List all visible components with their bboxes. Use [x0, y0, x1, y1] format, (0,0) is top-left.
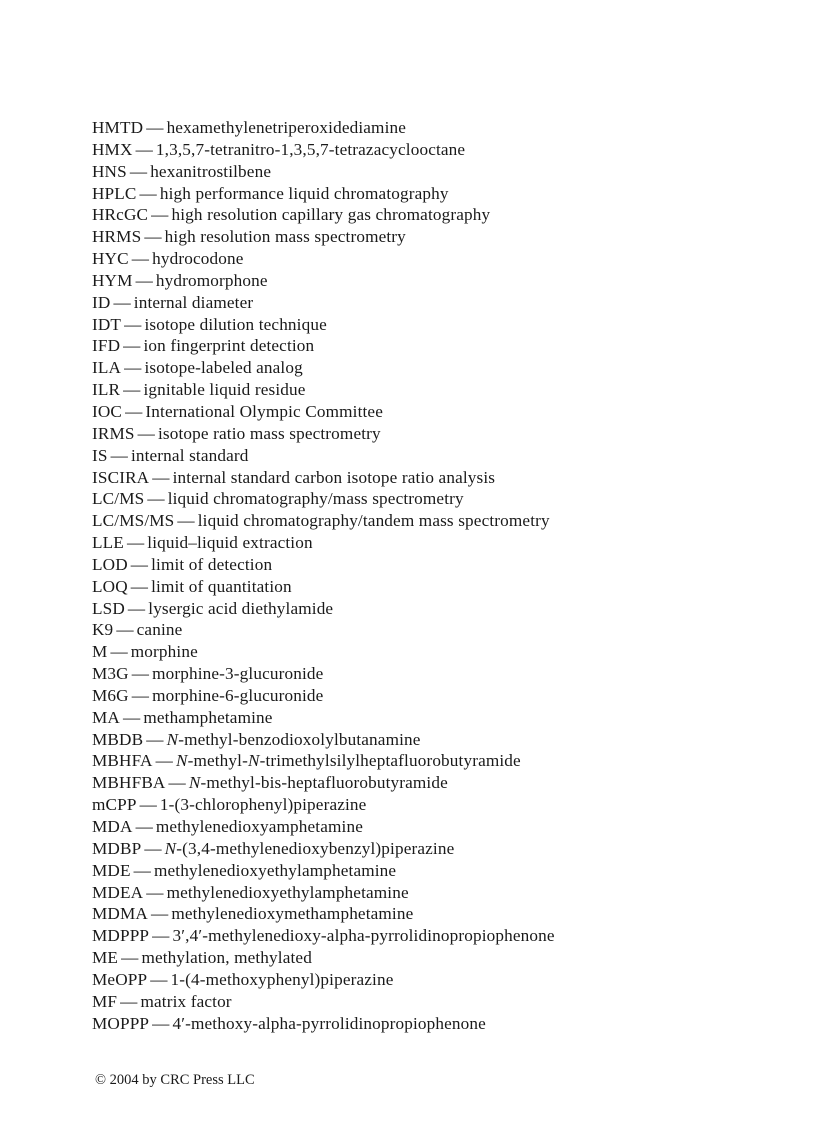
abbreviation-term: ISCIRA	[92, 467, 150, 487]
abbreviation-definition	[144, 358, 302, 377]
abbreviation-definition	[148, 599, 333, 618]
em-dash-separator: —	[147, 489, 165, 509]
abbreviation-definition	[167, 118, 406, 137]
abbreviation-definition	[171, 904, 413, 923]
abbreviation-term: MBDB	[92, 729, 144, 749]
definition-text: internal standard	[130, 445, 249, 465]
em-dash-separator: —	[146, 729, 164, 749]
abbreviation-term: MDMA	[92, 904, 148, 924]
abbreviation-entry	[92, 248, 555, 270]
definition-text: morphine-6-glucuronide	[152, 685, 324, 705]
abbreviation-entry	[92, 663, 555, 685]
em-dash-separator: —	[144, 838, 162, 858]
em-dash-separator: —	[110, 642, 128, 662]
abbreviation-definition	[160, 184, 449, 203]
abbreviation-definition	[165, 839, 455, 858]
em-dash-separator: —	[144, 227, 162, 247]
em-dash-separator: —	[139, 795, 157, 815]
abbreviation-term: ID	[92, 292, 111, 312]
definition-text: ion fingerprint detection	[143, 336, 315, 356]
abbreviation-term: M6G	[92, 685, 129, 705]
definition-text: 1,3,5,7-tetranitro-1,3,5,7-tetrazacyclooctane	[155, 139, 466, 159]
em-dash-separator: —	[150, 969, 168, 989]
definition-text: morphine	[130, 642, 198, 662]
abbreviation-entry	[92, 139, 555, 161]
abbreviation-definition	[141, 992, 232, 1011]
definition-text: 3′,4′-methylenedioxy-alpha-pyrrolidinopropiophenone	[172, 926, 555, 946]
definition-text: methylenedioxyethylamphetamine	[154, 860, 397, 880]
em-dash-separator: —	[155, 751, 173, 771]
abbreviation-entry	[92, 467, 555, 489]
abbreviation-definition	[168, 489, 464, 508]
abbreviation-definition	[173, 468, 496, 487]
abbreviation-entry	[92, 117, 555, 139]
italic-prefix: N	[164, 838, 177, 858]
definition-text: high performance liquid chromatography	[159, 183, 449, 203]
abbreviation-entry	[92, 794, 555, 816]
definition-text: methylenedioxyamphetamine	[155, 817, 363, 836]
em-dash-separator: —	[120, 991, 138, 1011]
em-dash-separator: —	[135, 270, 153, 290]
abbreviation-entry	[92, 838, 555, 860]
em-dash-separator: —	[123, 336, 141, 356]
abbreviation-term: mCPP	[92, 795, 137, 815]
abbreviation-term: LC/MS	[92, 489, 145, 509]
abbreviation-entry	[92, 314, 555, 336]
em-dash-separator: —	[124, 358, 142, 378]
definition-text: -methyl-bis-heptafluorobutyramide	[200, 773, 448, 793]
abbreviation-term: K9	[92, 620, 114, 640]
em-dash-separator: —	[137, 423, 155, 443]
em-dash-separator: —	[124, 314, 142, 334]
abbreviation-term: MDEA	[92, 882, 144, 902]
abbreviation-entry	[92, 619, 555, 641]
abbreviation-entry	[92, 882, 555, 904]
em-dash-separator: —	[139, 183, 157, 203]
abbreviation-entry	[92, 554, 555, 576]
abbreviation-definition	[144, 315, 326, 334]
abbreviation-definition	[176, 751, 521, 770]
abbreviation-entry	[92, 729, 555, 751]
abbreviation-definition	[172, 926, 554, 945]
definition-text: -trimethylsilylheptafluorobutyramide	[259, 751, 521, 771]
abbreviation-list	[92, 117, 555, 1034]
abbreviation-definition	[156, 140, 465, 159]
abbreviation-definition	[141, 948, 312, 967]
abbreviation-term: HMX	[92, 139, 133, 159]
definition-text: morphine-3-glucuronide	[152, 664, 324, 684]
em-dash-separator: —	[168, 773, 186, 793]
abbreviation-definition	[160, 795, 367, 814]
em-dash-separator: —	[131, 664, 150, 684]
abbreviation-term: MDA	[92, 817, 133, 836]
definition-text: hexamethylenetriperoxidediamine	[166, 118, 407, 137]
em-dash-separator: —	[152, 467, 170, 487]
abbreviation-term: LSD	[92, 598, 125, 618]
abbreviation-definition	[147, 533, 312, 552]
abbreviation-definition	[165, 227, 406, 246]
abbreviation-term: MF	[92, 991, 118, 1011]
abbreviation-entry	[92, 488, 555, 510]
abbreviation-entry	[92, 532, 555, 554]
abbreviation-term: MDBP	[92, 838, 142, 858]
em-dash-separator: —	[123, 707, 141, 727]
abbreviation-definition	[152, 664, 323, 683]
abbreviation-term: HPLC	[92, 183, 137, 203]
abbreviation-entry	[92, 401, 555, 423]
abbreviation-term: ILR	[92, 380, 121, 400]
em-dash-separator: —	[146, 118, 164, 137]
abbreviation-definition	[158, 424, 381, 443]
em-dash-separator: —	[125, 401, 143, 421]
abbreviation-entry	[92, 510, 555, 532]
abbreviation-entry	[92, 707, 555, 729]
definition-text: -methyl-	[187, 751, 248, 771]
em-dash-separator: —	[146, 882, 164, 902]
abbreviation-entry	[92, 357, 555, 379]
abbreviation-definition	[134, 293, 253, 312]
em-dash-separator: —	[127, 598, 146, 618]
em-dash-separator: —	[131, 249, 150, 269]
abbreviation-definition	[171, 970, 394, 989]
abbreviation-definition	[154, 861, 396, 880]
definition-text: hydrocodone	[152, 249, 244, 269]
abbreviation-entry	[92, 270, 555, 292]
em-dash-separator: —	[133, 860, 151, 880]
abbreviation-entry	[92, 204, 555, 226]
abbreviation-entry	[92, 576, 555, 598]
em-dash-separator: —	[135, 817, 153, 836]
abbreviation-term: LOQ	[92, 576, 128, 596]
definition-text: liquid–liquid extraction	[147, 533, 313, 553]
definition-text: 1-(3-chlorophenyl)piperazine	[159, 795, 367, 815]
abbreviation-entry	[92, 903, 555, 925]
abbreviation-entry	[92, 860, 555, 882]
em-dash-separator: —	[151, 904, 169, 924]
abbreviation-term: IOC	[92, 401, 123, 421]
abbreviation-term: LC/MS/MS	[92, 511, 175, 531]
abbreviation-entry	[92, 947, 555, 969]
abbreviation-definition	[167, 883, 409, 902]
em-dash-separator: —	[130, 554, 149, 574]
abbreviation-term: HRMS	[92, 227, 142, 247]
abbreviation-entry	[92, 750, 555, 772]
italic-prefix: N	[247, 751, 260, 771]
definition-text: hydromorphone	[155, 270, 268, 290]
italic-prefix: N	[188, 773, 201, 793]
abbreviation-entry	[92, 772, 555, 794]
abbreviation-definition	[156, 271, 268, 290]
em-dash-separator: —	[151, 205, 169, 225]
abbreviation-entry	[92, 161, 555, 183]
em-dash-separator: —	[130, 576, 149, 596]
em-dash-separator: —	[152, 1013, 170, 1033]
abbreviation-definition	[143, 708, 272, 727]
abbreviation-term: ILA	[92, 358, 122, 378]
em-dash-separator: —	[152, 926, 170, 946]
abbreviation-term: IS	[92, 445, 108, 465]
em-dash-separator: —	[129, 161, 148, 181]
definition-text: 4′-methoxy-alpha-pyrrolidinopropiophenone	[172, 1013, 486, 1033]
abbreviation-term: MA	[92, 707, 120, 727]
definition-text: limit of quantitation	[151, 576, 292, 596]
abbreviation-entry	[92, 816, 555, 838]
abbreviation-entry	[92, 991, 555, 1013]
abbreviation-entry	[92, 598, 555, 620]
abbreviation-entry	[92, 685, 555, 707]
definition-text: methylenedioxyethylamphetamine	[166, 882, 409, 902]
abbreviation-definition	[144, 336, 315, 355]
definition-text: 1-(4-methoxyphenyl)piperazine	[170, 969, 394, 989]
abbreviation-term: IFD	[92, 336, 121, 356]
abbreviation-term: LLE	[92, 533, 124, 553]
em-dash-separator: —	[135, 139, 153, 159]
abbreviation-term: MOPPP	[92, 1013, 150, 1033]
abbreviation-entry	[92, 1013, 555, 1035]
abbreviation-definition	[150, 162, 271, 181]
abbreviation-entry	[92, 226, 555, 248]
abbreviation-term: HMTD	[92, 118, 144, 137]
definition-text: high resolution capillary gas chromatography	[171, 205, 491, 225]
abbreviation-term: HNS	[92, 161, 127, 181]
definition-text: isotope-labeled analog	[144, 358, 303, 378]
em-dash-separator: —	[121, 948, 139, 968]
abbreviation-definition	[137, 620, 183, 639]
definition-text: -methyl-benzodioxolylbutanamine	[178, 729, 421, 749]
definition-text: liquid chromatography/tandem mass spectrometry	[197, 511, 550, 531]
copyright-notice: © 2004 by CRC Press LLC	[95, 1072, 255, 1088]
abbreviation-definition	[156, 817, 363, 836]
abbreviation-definition	[189, 773, 448, 792]
abbreviation-term: MDPPP	[92, 926, 150, 946]
em-dash-separator: —	[113, 292, 131, 312]
definition-text: canine	[136, 620, 183, 640]
abbreviation-entry	[92, 641, 555, 663]
em-dash-separator: —	[110, 445, 128, 465]
abbreviation-term: MeOPP	[92, 969, 148, 989]
abbreviation-term: IDT	[92, 314, 122, 334]
em-dash-separator: —	[131, 685, 150, 705]
definition-text: methamphetamine	[143, 707, 273, 727]
abbreviation-definition	[172, 1014, 485, 1033]
definition-text: matrix factor	[140, 991, 232, 1011]
definition-text: methylenedioxymethamphetamine	[171, 904, 414, 924]
abbreviation-term: HYM	[92, 270, 133, 290]
abbreviation-term: ME	[92, 948, 119, 968]
abbreviation-definition	[151, 577, 292, 596]
definition-text: limit of detection	[151, 554, 273, 574]
abbreviation-term: M	[92, 642, 108, 662]
abbreviation-entry	[92, 379, 555, 401]
italic-prefix: N	[175, 751, 188, 771]
abbreviation-definition	[152, 249, 243, 268]
abbreviation-definition	[131, 642, 198, 661]
abbreviation-entry	[92, 925, 555, 947]
em-dash-separator: —	[116, 620, 134, 640]
em-dash-separator: —	[123, 380, 141, 400]
abbreviation-definition	[145, 402, 383, 421]
abbreviation-term: HRcGC	[92, 205, 149, 225]
definition-text: internal diameter	[133, 292, 254, 312]
definition-text: -(3,4-methylenedioxybenzyl)piperazine	[176, 838, 455, 858]
definition-text: liquid chromatography/mass spectrometry	[167, 489, 464, 509]
definition-text: isotope ratio mass spectrometry	[157, 423, 381, 443]
abbreviation-entry	[92, 445, 555, 467]
definition-text: hexanitrostilbene	[150, 161, 272, 181]
abbreviation-entry	[92, 292, 555, 314]
abbreviation-term: MDE	[92, 860, 131, 880]
abbreviation-definition	[143, 380, 305, 399]
abbreviation-definition	[152, 686, 323, 705]
definition-text: International Olympic Committee	[145, 401, 383, 421]
abbreviation-entry	[92, 969, 555, 991]
abbreviation-entry	[92, 423, 555, 445]
abbreviation-definition	[131, 446, 249, 465]
abbreviation-entry	[92, 335, 555, 357]
abbreviation-definition	[171, 205, 490, 224]
abbreviation-term: M3G	[92, 664, 129, 684]
abbreviation-term: MBHFA	[92, 751, 153, 771]
definition-text: isotope dilution technique	[144, 314, 327, 334]
abbreviation-term: HYC	[92, 249, 129, 269]
italic-prefix: N	[166, 729, 179, 749]
abbreviation-term: IRMS	[92, 423, 135, 443]
abbreviation-term: LOD	[92, 554, 128, 574]
abbreviation-definition	[198, 511, 550, 530]
definition-text: lysergic acid diethylamide	[148, 598, 334, 618]
em-dash-separator: —	[177, 511, 195, 531]
abbreviation-definition	[167, 730, 421, 749]
abbreviation-definition	[151, 555, 272, 574]
em-dash-separator: —	[126, 533, 145, 553]
definition-text: methylation, methylated	[141, 948, 312, 968]
definition-text: ignitable liquid residue	[143, 380, 306, 400]
definition-text: internal standard carbon isotope ratio analysis	[172, 467, 496, 487]
abbreviation-entry	[92, 183, 555, 205]
definition-text: high resolution mass spectrometry	[164, 227, 406, 247]
abbreviation-term: MBHFBA	[92, 773, 166, 793]
